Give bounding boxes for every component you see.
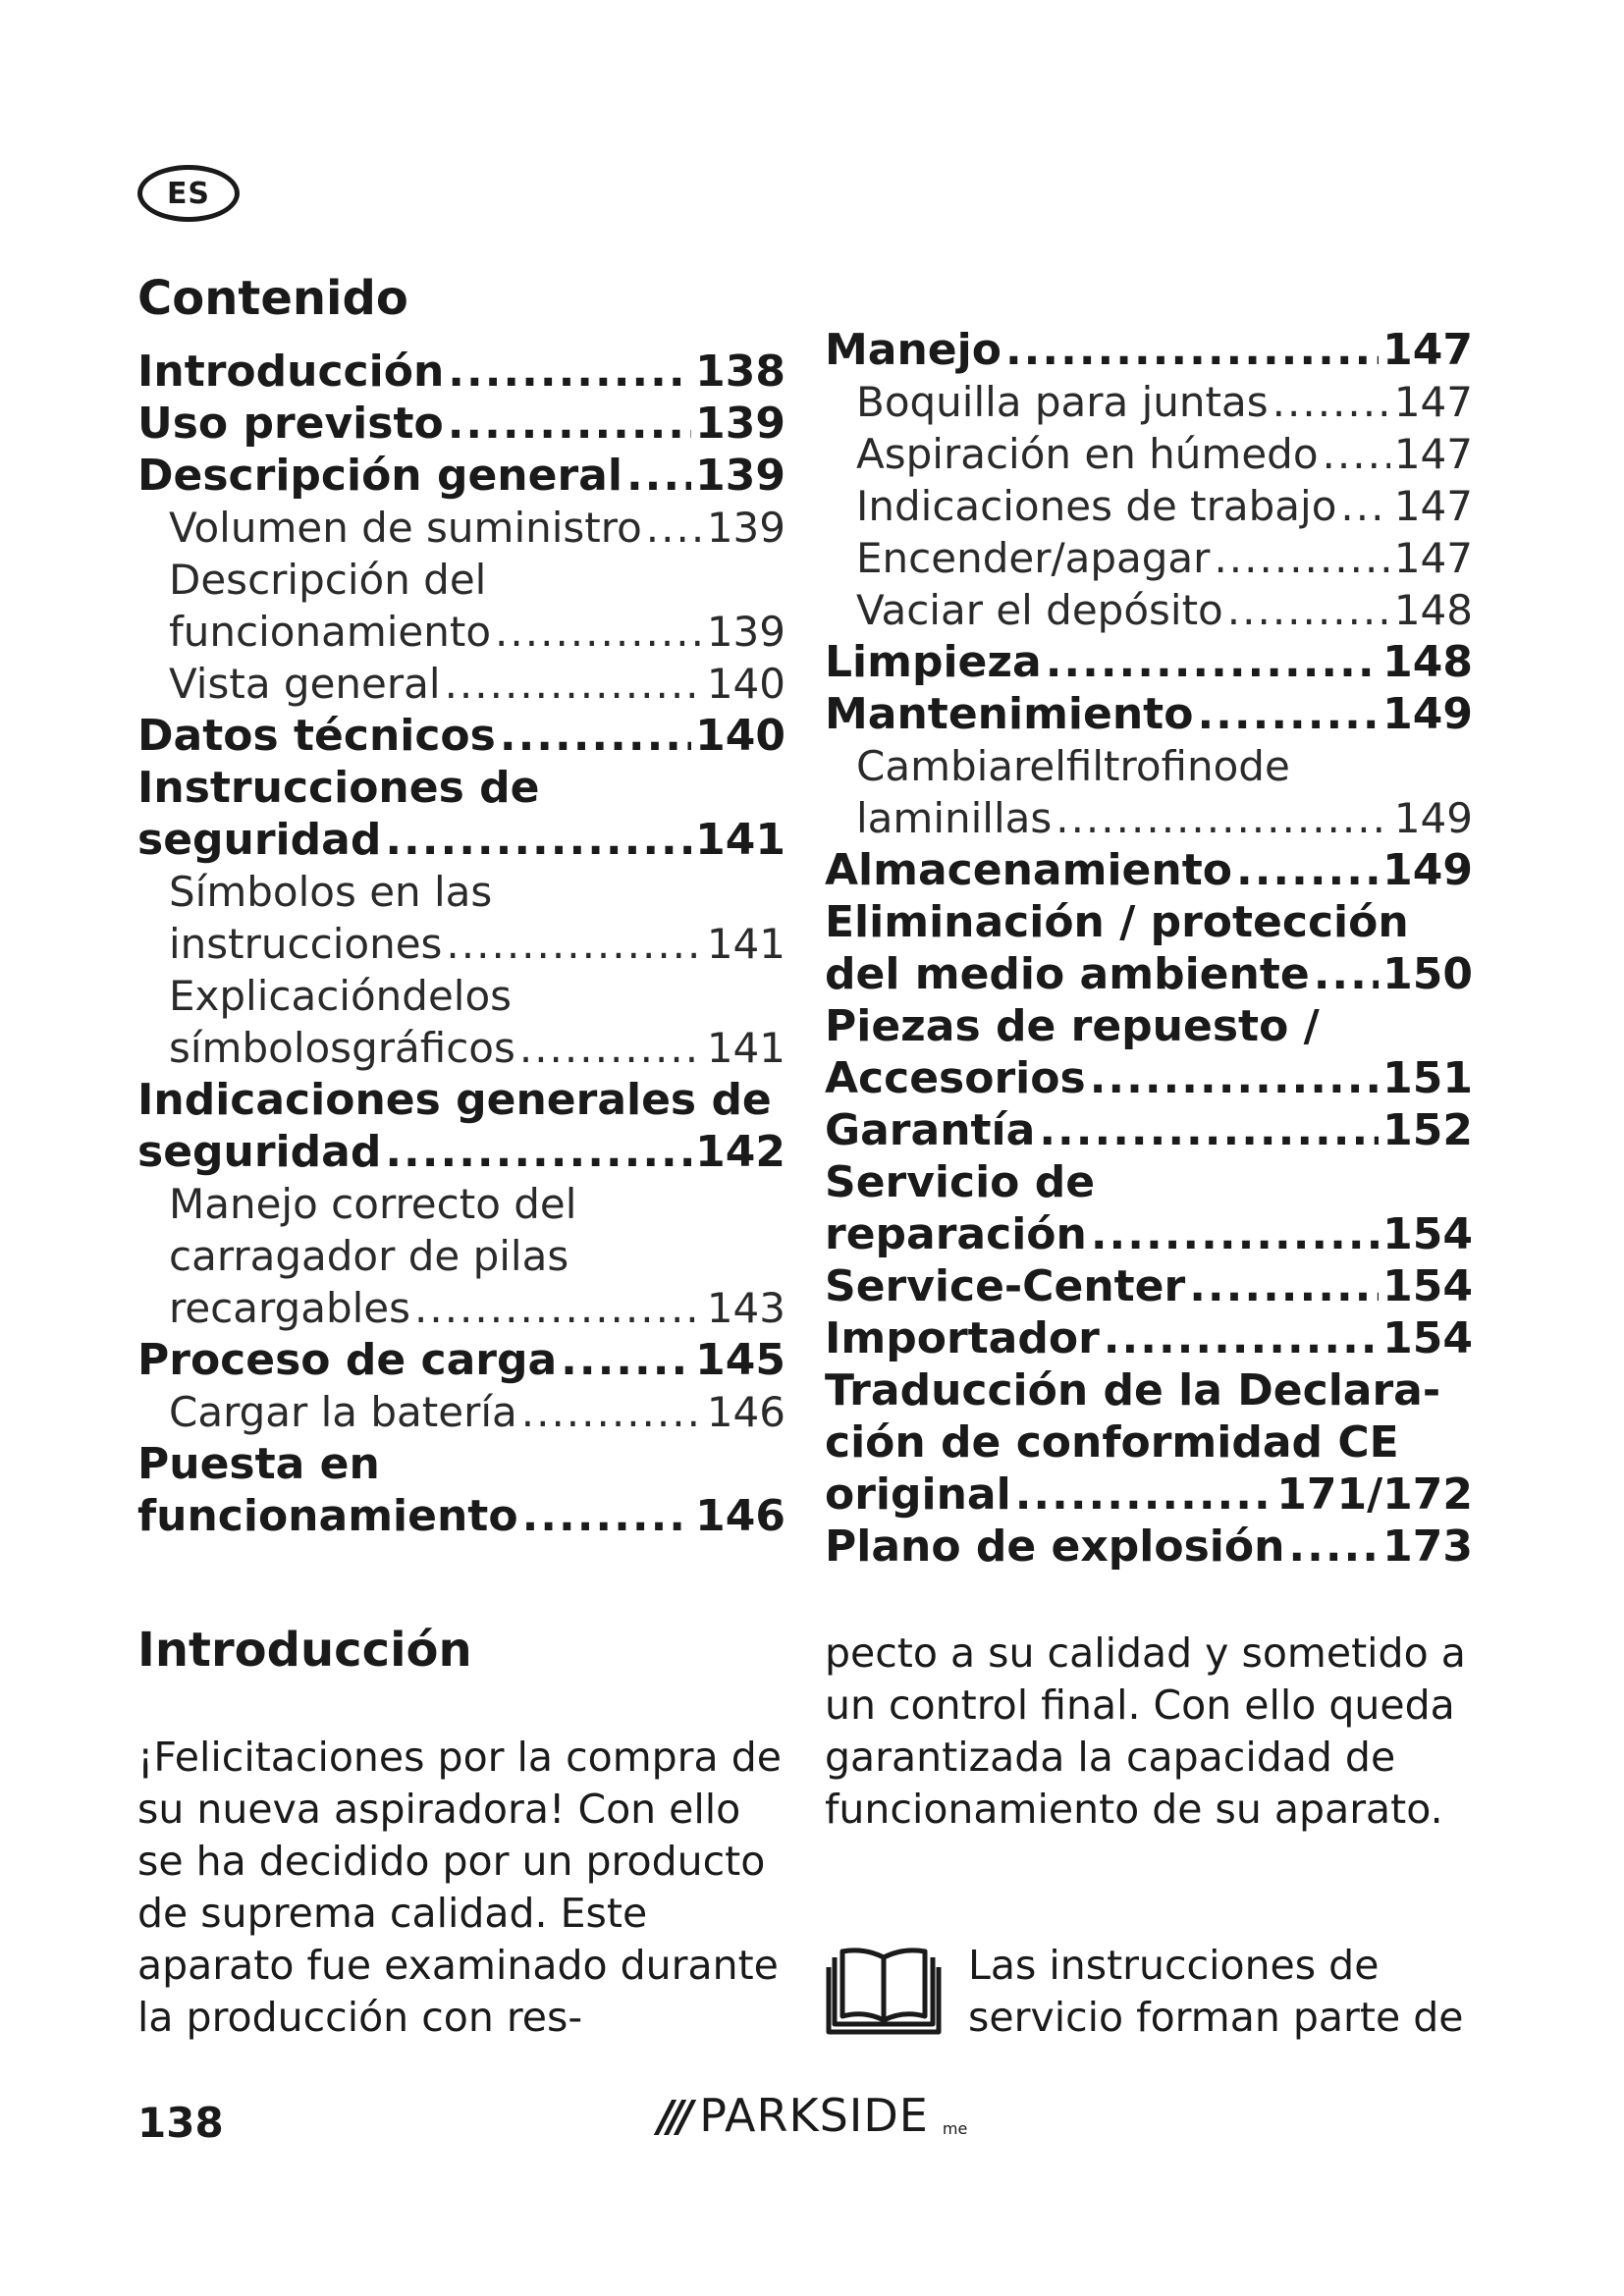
open-book-icon: [825, 1944, 943, 2038]
toc-leader-dots: [1323, 428, 1390, 480]
toc-entry-title: Importador: [825, 1313, 1100, 1363]
toc-entry-page: 171/172: [1276, 1469, 1473, 1520]
toc-leader-dots: [1056, 792, 1390, 844]
toc-entry-lead: carragador de pilas: [169, 1232, 569, 1280]
toc-leader-dots: [1314, 948, 1379, 1000]
toc-entry-title: original: [825, 1469, 1011, 1520]
brand-suffix: me: [942, 2119, 968, 2138]
toc-entry: [825, 584, 1473, 636]
toc-entry-title: Accesorios: [825, 1053, 1086, 1103]
toc-entry-page: 147: [1382, 325, 1473, 375]
toc-leader-dots: [1039, 1104, 1379, 1156]
toc-entry-lead: ción de conformidad CE: [825, 1417, 1399, 1468]
toc-leader-dots: [1214, 532, 1389, 584]
toc-entry-title: Vista general: [169, 660, 441, 708]
toc-entry: [137, 658, 785, 710]
toc-leader-dots: [495, 606, 703, 658]
toc-entry-page: 148: [1382, 637, 1473, 687]
toc-entry-title: Encender/apagar: [856, 534, 1211, 582]
toc-entry-page: 147: [1393, 430, 1473, 478]
toc-leader-dots: [522, 1490, 692, 1542]
toc-entry: [825, 896, 1473, 1000]
toc-entry-title: seguridad: [137, 1127, 382, 1177]
toc-entry-title: Mantenimiento: [825, 689, 1194, 739]
toc-leader-dots: [500, 710, 691, 762]
manual-note-text: Las instrucciones de servicio forman parte de: [968, 1942, 1464, 2041]
toc-title: Contenido: [137, 271, 408, 326]
toc-entry-lead: Descripción del: [169, 556, 487, 604]
brand-slashes: ///: [658, 2092, 688, 2142]
toc-entry: [825, 1312, 1473, 1364]
toc-entry: [825, 1260, 1473, 1312]
toc-entry-lead: Piezas de repuesto /: [825, 1001, 1320, 1051]
toc-entry-page: 154: [1382, 1261, 1473, 1311]
toc-entry-page: 147: [1393, 378, 1473, 426]
toc-entry: [825, 636, 1473, 688]
toc-leader-dots: [446, 918, 702, 970]
language-badge: ES: [137, 165, 240, 222]
toc-entry-title: seguridad: [137, 815, 382, 865]
toc-entry-page: 173: [1382, 1522, 1473, 1572]
intro-title: Introducción: [137, 1623, 472, 1678]
toc-leader-dots: [1015, 1468, 1273, 1521]
toc-entry: [137, 1386, 785, 1438]
toc-entry-lead: Símbolos en las: [169, 868, 493, 916]
toc-entry-title: Datos técnicos: [137, 711, 496, 761]
toc-entry: [825, 376, 1473, 428]
toc-entry: [825, 1000, 1473, 1104]
toc-entry-title: Plano de explosión: [825, 1522, 1285, 1572]
toc-leader-dots: [1272, 376, 1390, 428]
page-number: 138: [137, 2099, 224, 2147]
toc-leader-dots: [1227, 584, 1390, 636]
toc-entry-page: 141: [706, 1024, 785, 1072]
toc-entry: [825, 1104, 1473, 1156]
toc-entry-page: 151: [1382, 1053, 1473, 1103]
toc-entry: [137, 502, 785, 554]
toc-entry-page: 147: [1393, 482, 1473, 530]
toc-leader-dots: [1104, 1312, 1379, 1364]
toc-leader-dots: [445, 658, 703, 710]
toc-leader-dots: [1340, 480, 1389, 532]
toc-entry-page: 146: [706, 1388, 785, 1436]
toc-leader-dots: [1236, 844, 1379, 896]
toc-entry-title: Almacenamiento: [825, 845, 1232, 895]
toc-entry-title: Boquilla para juntas: [856, 378, 1269, 426]
toc-entry-lead: Manejo correcto del: [169, 1180, 577, 1228]
intro-paragraph-1: ¡Felicitaciones por la compra de su nueva aspiradora! Con ello se ha decidido por un producto de suprema calidad. Este aparato fue examinado durante la producción con res-: [137, 1734, 782, 2041]
toc-entry-page: 149: [1393, 794, 1473, 842]
toc-entry-title: Aspiración en húmedo: [856, 430, 1319, 478]
toc-entry: [137, 970, 785, 1074]
intro-paragraph-2: pecto a su calidad y sometido a un control final. Con ello queda garantizada la capacidad de funcionamiento de su aparato.: [825, 1629, 1466, 1833]
toc-entry-page: 141: [695, 815, 785, 865]
toc-entry-page: 152: [1382, 1105, 1473, 1155]
toc-entry-title: del medio ambiente: [825, 949, 1310, 999]
toc-entry-page: 154: [1382, 1209, 1473, 1259]
toc-entry: [825, 428, 1473, 480]
toc-entry-page: 143: [706, 1284, 785, 1332]
toc-entry-title: Indicaciones de trabajo: [856, 482, 1337, 530]
toc-entry: [137, 762, 785, 866]
toc-entry-page: 149: [1382, 845, 1473, 895]
toc-leader-dots: [519, 1022, 703, 1074]
toc-entry: [825, 480, 1473, 532]
toc-entry: [137, 866, 785, 970]
toc-leader-dots: [414, 1282, 703, 1334]
toc-leader-dots: [626, 450, 691, 502]
toc-entry-title: Vaciar el depósito: [856, 586, 1223, 634]
toc-entry-title: Manejo: [825, 325, 1001, 375]
toc-entry-lead: Traducción de la Declara-: [825, 1365, 1441, 1415]
toc-entry-title: símbolosgráficos: [169, 1024, 515, 1072]
toc-entry: [825, 1521, 1473, 1573]
toc-entry-title: Cargar la batería: [169, 1388, 517, 1436]
toc-entry: [825, 532, 1473, 584]
toc-leader-dots: [521, 1386, 703, 1438]
toc-leader-dots: [1189, 1260, 1379, 1312]
manual-note: [825, 1940, 1473, 2044]
toc-entry-page: 148: [1393, 586, 1473, 634]
toc-entry-lead: Servicio de: [825, 1157, 1096, 1207]
toc-entry-page: 140: [706, 660, 785, 708]
toc-entry-title: Descripción general: [137, 451, 623, 501]
toc-entry-page: 154: [1382, 1313, 1473, 1363]
toc-entry-page: 147: [1393, 534, 1473, 582]
toc-entry-page: 149: [1382, 689, 1473, 739]
toc-entry: [137, 710, 785, 762]
toc-leader-dots: [646, 502, 703, 554]
toc-entry-lead: Indicaciones generales de: [137, 1075, 772, 1125]
toc-entry: [825, 688, 1473, 740]
toc-entry-page: 150: [1382, 949, 1473, 999]
toc-leader-dots: [1197, 688, 1379, 740]
toc-entry-page: 139: [695, 451, 785, 501]
toc-entry-title: Introducción: [137, 347, 445, 397]
toc-entry-title: recargables: [169, 1284, 410, 1332]
toc-entry: [137, 1334, 785, 1386]
toc-entry-title: instrucciones: [169, 920, 443, 968]
toc-entry: [137, 554, 785, 658]
toc-leader-dots: [1091, 1208, 1379, 1260]
toc-entry: [137, 346, 785, 398]
toc-entry-title: funcionamiento: [169, 608, 492, 656]
toc-left-column: [137, 346, 785, 1542]
toc-leader-dots: [1046, 636, 1379, 688]
toc-leader-dots: [1090, 1052, 1379, 1104]
toc-leader-dots: [385, 1126, 691, 1178]
toc-entry: [137, 1178, 785, 1334]
toc-leader-dots: [448, 346, 691, 398]
toc-entry-lead: Puesta en: [137, 1439, 380, 1489]
toc-entry-title: Service-Center: [825, 1261, 1186, 1311]
toc-entry-title: funcionamiento: [137, 1491, 518, 1541]
toc-entry: [825, 324, 1473, 376]
toc-leader-dots: [1288, 1521, 1379, 1573]
brand-logo: [658, 2089, 967, 2142]
toc-entry-page: 139: [706, 608, 785, 656]
toc-entry-lead: Explicacióndelos: [169, 972, 513, 1020]
toc-entry: [137, 450, 785, 502]
toc-leader-dots: [561, 1334, 691, 1386]
toc-entry: [825, 844, 1473, 896]
toc-entry-lead: Cambiarelfiltrofinode: [856, 742, 1290, 790]
toc-entry: [137, 1438, 785, 1542]
toc-entry-title: laminillas: [856, 794, 1053, 842]
toc-leader-dots: [448, 398, 691, 450]
toc-entry-lead: Eliminación / protección: [825, 897, 1409, 947]
toc-entry-page: 142: [695, 1127, 785, 1177]
toc-entry-title: Volumen de suministro: [169, 504, 642, 552]
toc-right-column: [825, 324, 1473, 1573]
toc-entry: [825, 1156, 1473, 1260]
toc-entry-page: 138: [695, 347, 785, 397]
toc-entry: [137, 1074, 785, 1178]
toc-entry-title: Limpieza: [825, 637, 1042, 687]
toc-leader-dots: [385, 814, 691, 866]
toc-entry-page: 141: [706, 920, 785, 968]
toc-entry-page: 139: [706, 504, 785, 552]
toc-entry: [825, 740, 1473, 844]
toc-entry-title: Garantía: [825, 1105, 1036, 1155]
toc-entry: [825, 1364, 1473, 1521]
toc-leader-dots: [1005, 324, 1379, 376]
toc-entry-page: 140: [695, 711, 785, 761]
toc-entry-title: Proceso de carga: [137, 1335, 558, 1385]
toc-entry-title: Uso previsto: [137, 399, 444, 449]
brand-name: PARKSIDE: [699, 2089, 929, 2142]
toc-entry-page: 146: [695, 1491, 785, 1541]
toc-entry-lead: Instrucciones de: [137, 763, 540, 813]
toc-entry-title: reparación: [825, 1209, 1087, 1259]
toc-entry-page: 145: [695, 1335, 785, 1385]
toc-entry-page: 139: [695, 399, 785, 449]
toc-entry: [137, 398, 785, 450]
